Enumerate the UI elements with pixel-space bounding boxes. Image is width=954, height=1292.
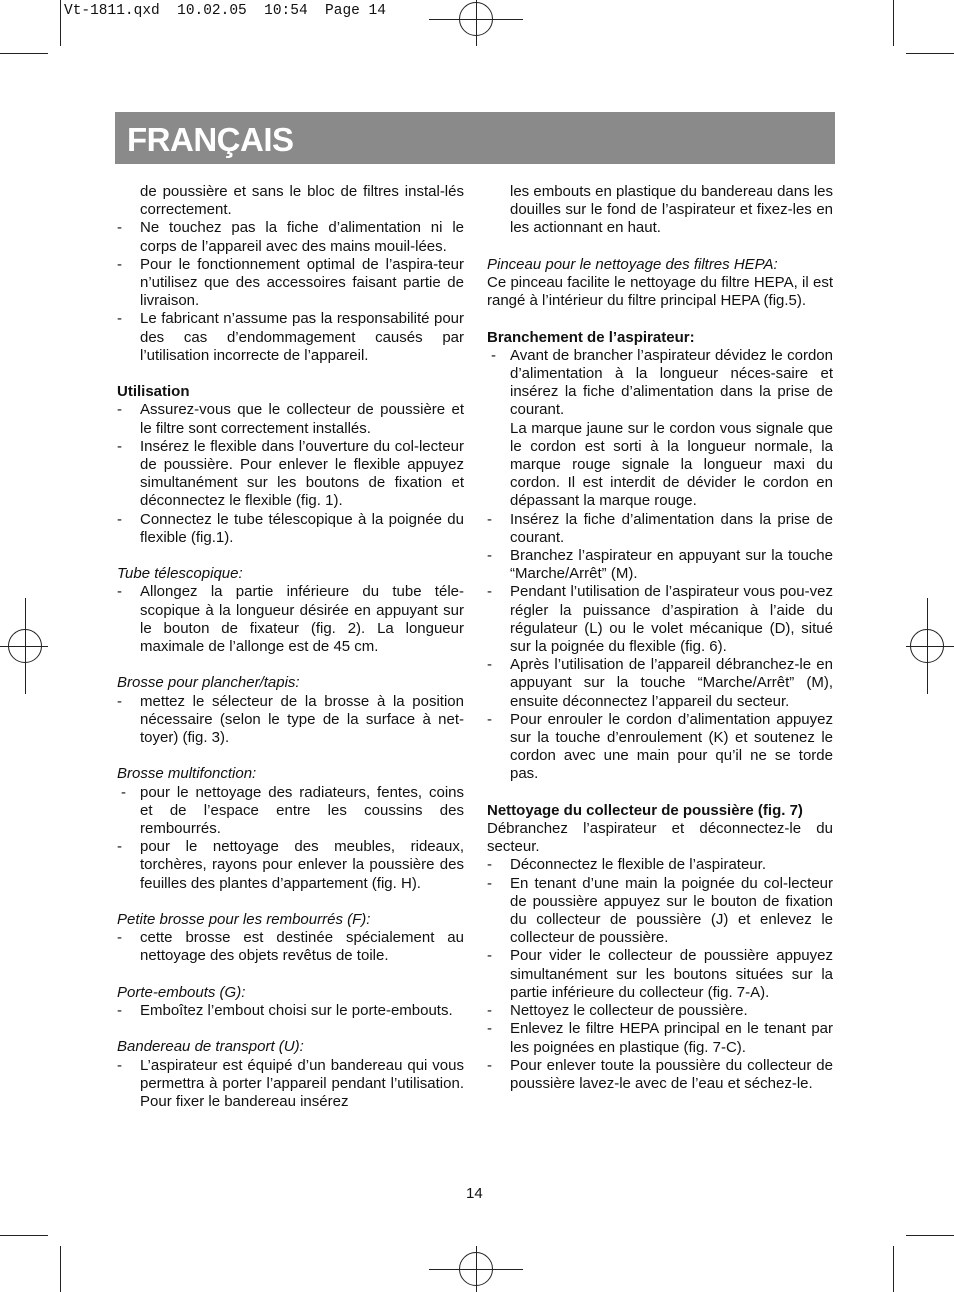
crop-mark [893,0,894,46]
list-item: - cette brosse est destinée spécialement au nettoyage des objets revêtus de toile. [117,929,464,965]
list-item: - pour le nettoyage des radiateurs, fentes, coins et de l’espace entre les coussins des rembourrés. [121,783,464,838]
list-item: - Emboîtez l’embout choisi sur le porte-embouts. [117,1002,453,1020]
list-item: - Pendant l’utilisation de l’aspirateur vous pou-vez régler la puissance d’aspiration à l’aide du régulateur (L) ou le volet mécanique (D), situé sur la poignée du flexible (fig. 6). [487,583,833,656]
list-item: - Insérez la fiche d’alimentation dans la prise de courant. [487,510,833,546]
crop-mark [0,1235,48,1236]
list-item: - Allongez la partie inférieure du tube téle-scopique à la longueur désirée en appuyant sur le bouton de fixateur (fig. 2). La longueur maximale de l’allonge est de 45 cm. [117,583,464,656]
heading-nettoyage: Nettoyage du collecteur de poussière (fig. 7) [487,801,803,819]
list-item: - Ne touchez pas la fiche d’alimentation ni le corps de l’appareil avec des mains mouil-lées. [117,219,464,255]
list-item: - Pour enlever toute la poussière du collecteur de poussière lavez-le avec de l’eau et séchez-le. [487,1056,833,1092]
heading-pinceau: Pinceau pour le nettoyage des filtres HEPA: [487,255,778,273]
list-item: - Avant de brancher l’aspirateur dévidez le cordon d’alimentation à la longueur néces-saire et insérez la fiche d’alimentation dans la prise de courant. [491,346,833,419]
list-item: - Déconnectez le flexible de l’aspirateur. [487,856,766,874]
paragraph: Ce pinceau facilite le nettoyage du filtre HEPA, il est rangé à l’intérieur du filtre principal HEPA (fig.5). [487,274,833,310]
list-item: - Connectez le tube télescopique à la poignée du flexible (fig.1). [117,510,464,546]
list-item: - Pour le fonctionnement optimal de l’aspira-teur n’utilisez que des accessoires faisant partie de livraison. [117,255,464,310]
list-item: - Le fabricant n’assume pas la responsabilité pour des cas d’endommagement causés par l’utilisation incorrecte de l’appareil. [117,310,464,364]
crop-mark [0,53,48,54]
crop-mark [906,1235,954,1236]
list-item: - pour le nettoyage des meubles, rideaux, torchères, rayons pour enlever la poussière des feuilles des plantes d’appartement (fig. H). [117,838,464,892]
crop-mark [893,1246,894,1292]
heading-bandereau: Bandereau de transport (U): [117,1038,304,1056]
list-item: - Pour enrouler le cordon d’alimentation appuyez sur la touche d’enroulement (K) et soutenez le cordon avec une main pour qu’il ne se torde pas. [487,710,833,783]
list-item: - mettez le sélecteur de la brosse à la position nécessaire (selon le type de la surface à net-toyer) (fig. 3). [117,692,464,747]
crop-mark [60,1246,61,1292]
section-banner [115,112,835,164]
right-column [487,183,833,1093]
list-item: - Pour vider le collecteur de poussière appuyez simultanément sur les boutons situées sur la partie inférieure du collecteur (fig. 7-A). [487,947,833,1001]
heading-utilisation: Utilisation [117,383,190,401]
crop-mark [906,53,954,54]
paragraph: Débranchez l’aspirateur et déconnectez-le du secteur. [487,820,833,856]
heading-branchement: Branchement de l’aspirateur: [487,328,695,346]
crop-mark [60,0,61,46]
heading-brosse-multifonction: Brosse multifonction: [117,765,257,783]
list-item: - Après l’utilisation de l’appareil débranchez-le en appuyant sur la touche “Marche/Arrêt” (M), ensuite déconnectez l’appareil du secteur. [487,656,833,710]
list-item: - Branchez l’aspirateur en appuyant sur la touche “Marche/Arrêt” (M). [487,547,833,583]
list-item: - Enlevez le filtre HEPA principal en le tenant par les poignées en plastique (fig. 7-C). [487,1020,833,1056]
list-item: - Assurez-vous que le collecteur de poussière et le filtre sont correctement installés. [117,401,464,437]
list-item: - En tenant d’une main la poignée du col-lecteur de poussière appuyez sur le bouton de fixation du collecteur de poussière (J) et enlevez le collecteur de poussière. [487,874,833,947]
heading-porte-embouts: Porte-embouts (G): [117,983,246,1001]
page-number: 14 [466,1185,483,1202]
list-item: - Insérez le flexible dans l’ouverture du col-lecteur de poussière. Pour enlever le flexible appuyez simultanément sur les boutons de fixation et déconnectez le flexible (fig. 1). [117,437,464,510]
left-column [117,183,464,1111]
list-item-continuation: La marque jaune sur le cordon vous signale que le cordon est sorti à la longueur normale, la marque rouge signale la longueur maxi du cordon. Il est interdit de dévider le cordon en dépassant la marque rouge. [510,419,833,510]
file-slug: Vt-1811.qxd 10.02.05 10:54 Page 14 [64,3,386,19]
continued-text: de poussière et sans le bloc de filtres instal-lés correctement. [140,183,464,219]
heading-petite-brosse: Petite brosse pour les rembourrés (F): [117,911,371,929]
section-title: FRANÇAIS [127,121,294,158]
list-item: - Nettoyez le collecteur de poussière. [487,1002,748,1020]
continued-text: les embouts en plastique du bandereau dans les douilles sur le fond de l’aspirateur et fixez-les en les actionnant en haut. [510,183,833,237]
heading-tube: Tube télescopique: [117,565,243,583]
heading-brosse-plancher: Brosse pour plancher/tapis: [117,674,300,692]
list-item: - L’aspirateur est équipé d’un bandereau qui vous permettra à porter l’appareil pendant l’utilisation. Pour fixer le bandereau insérez [117,1056,464,1111]
